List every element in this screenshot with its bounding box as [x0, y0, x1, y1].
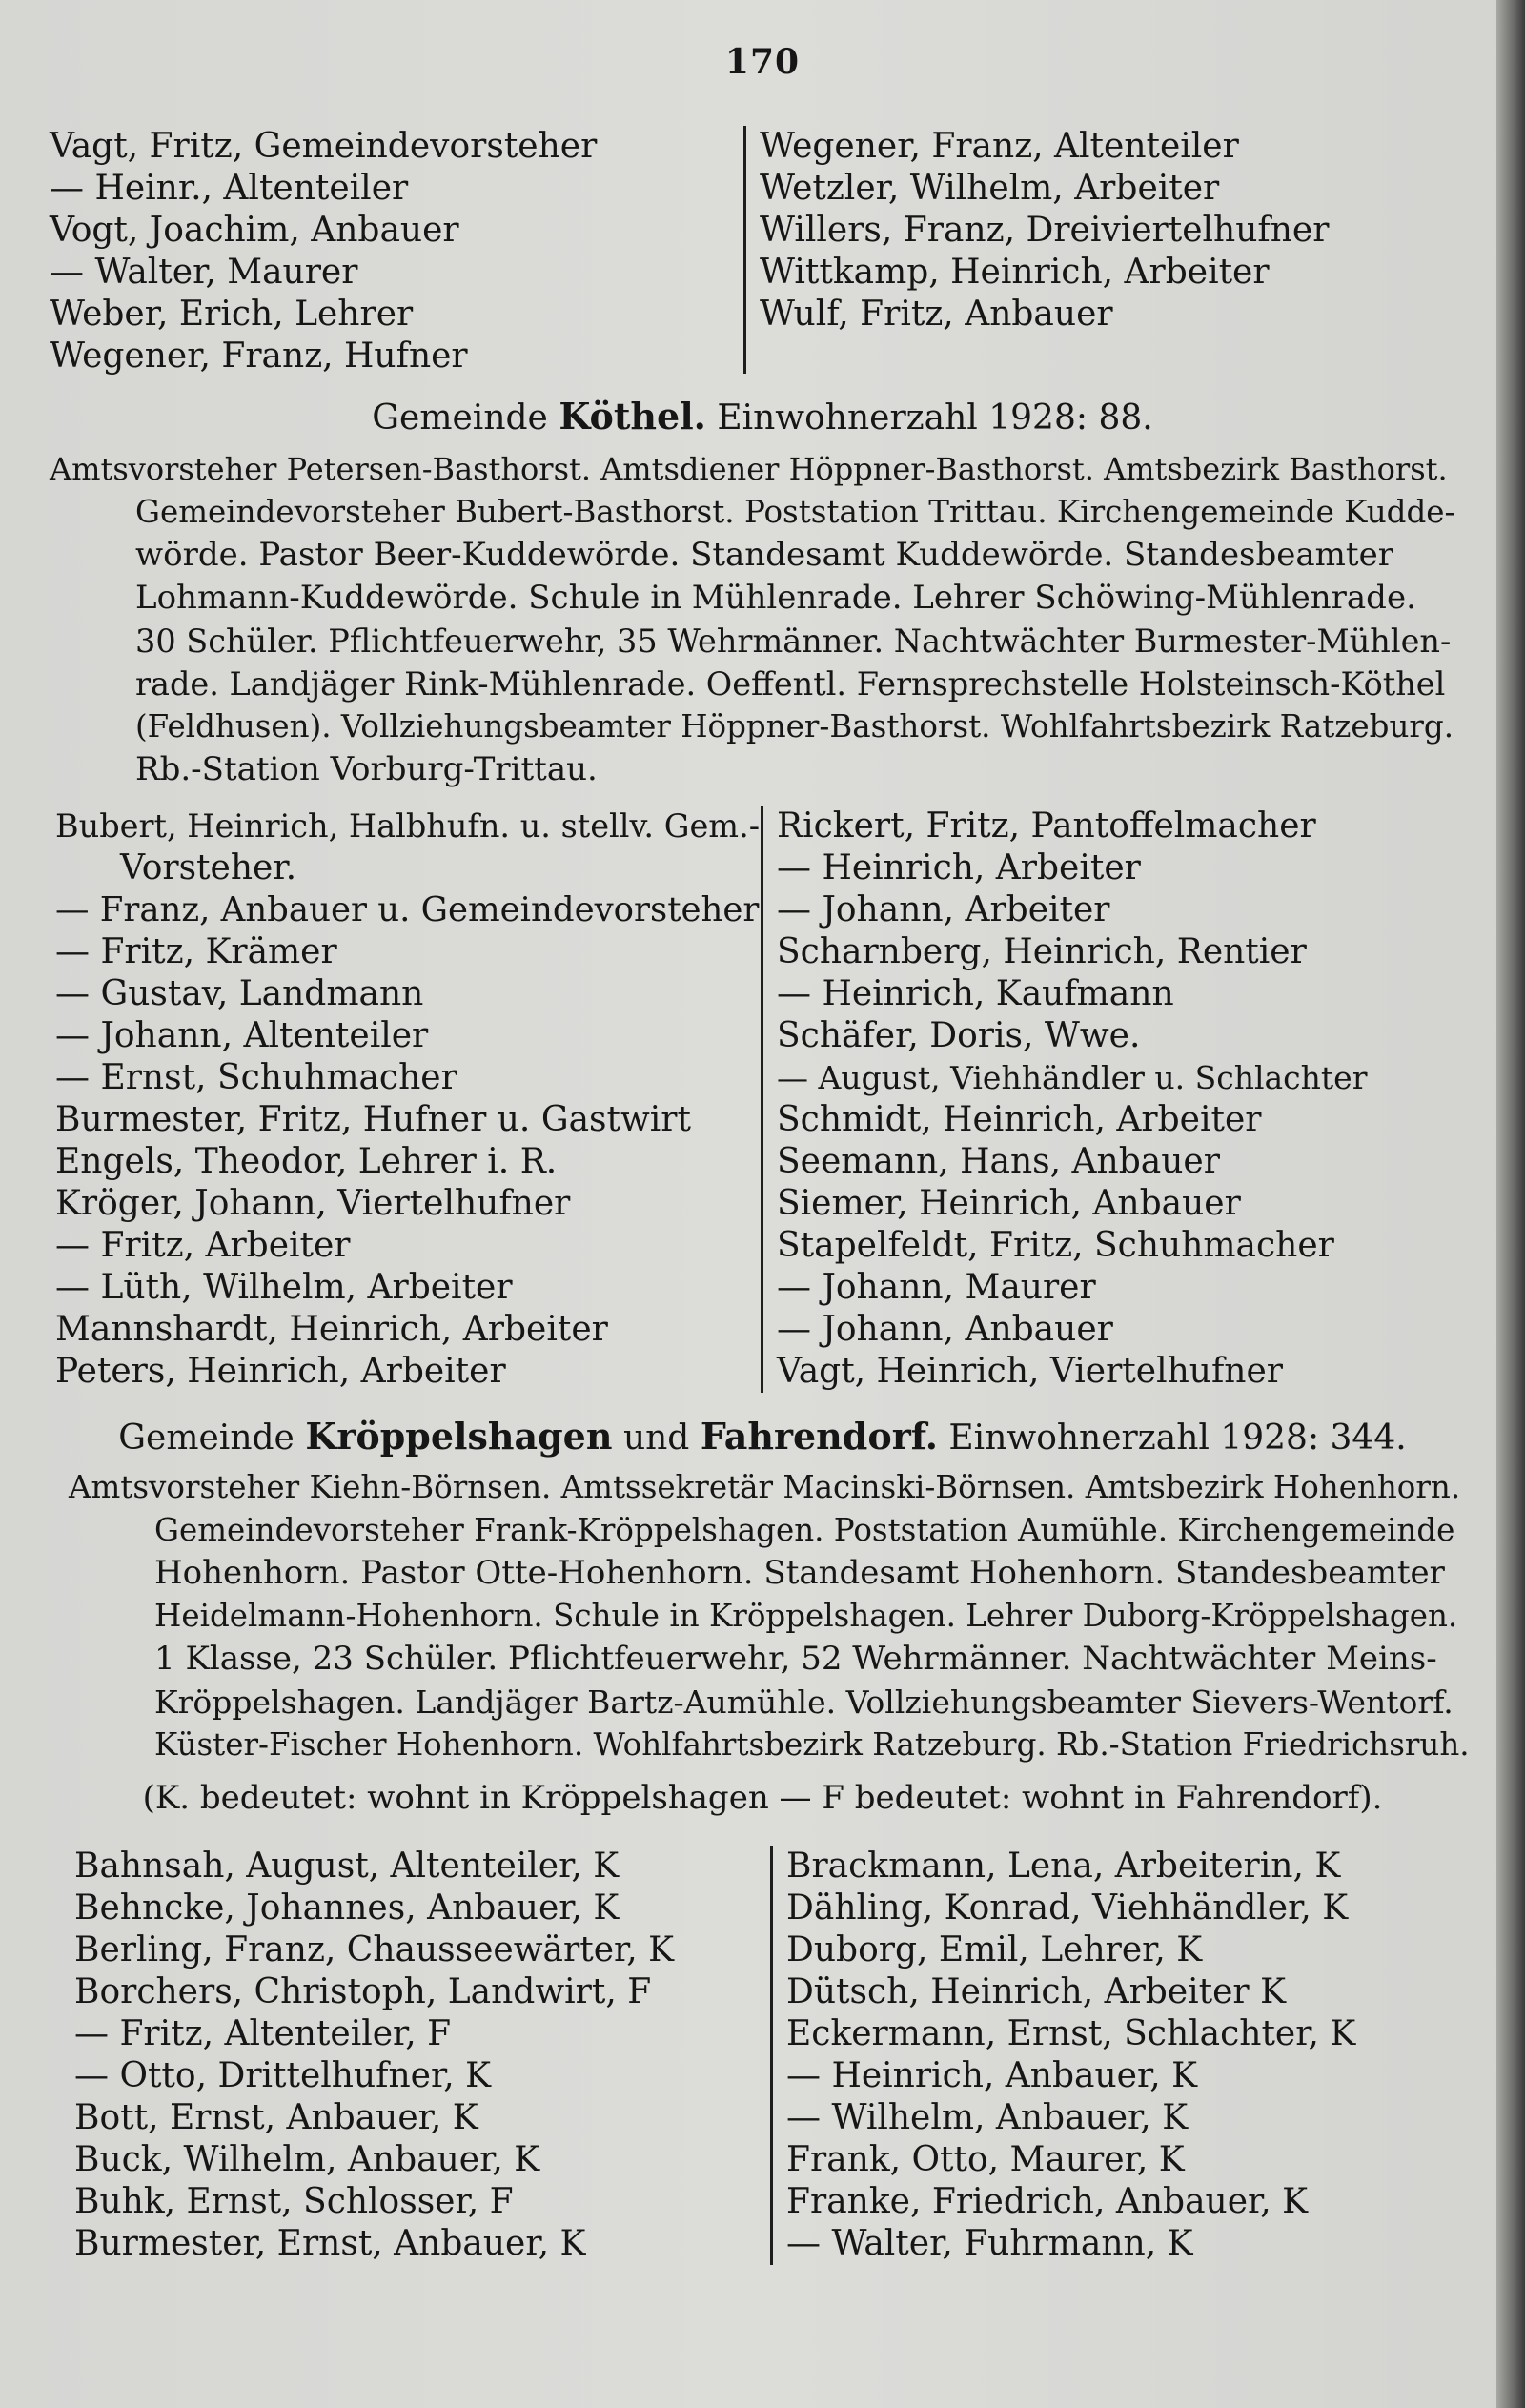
list-entry: — Johann, Anbauer: [777, 1310, 1113, 1349]
info-line: Heidelmann-Hohenhorn. Schule in Kröppelshagen. Lehrer Duborg-Kröppelshagen.: [154, 1598, 1458, 1634]
list-entry: — Fritz, Altenteiler, F: [74, 2014, 452, 2053]
list-entry: — Walter, Maurer: [50, 253, 358, 292]
list-entry: Eckermann, Ernst, Schlachter, K: [786, 2014, 1356, 2053]
municipality-name-1: Kröppelshagen: [305, 1415, 613, 1458]
kroeppelshagen-heading: [0, 1415, 1525, 1458]
list-entry: — Johann, Altenteiler: [55, 1016, 429, 1055]
list-entry: — Fritz, Krämer: [55, 932, 337, 971]
list-entry: Bubert, Heinrich, Halbhufn. u. stellv. Gem.-: [55, 807, 761, 845]
list-entry: Mannshardt, Heinrich, Arbeiter: [55, 1310, 608, 1349]
list-entry: Schmidt, Heinrich, Arbeiter: [777, 1100, 1262, 1139]
kroeppelshagen-left-column: [74, 1846, 770, 2265]
list-entry: Frank, Otto, Maurer, K: [786, 2140, 1185, 2179]
list-entry: Borchers, Christoph, Landwirt, F: [74, 1972, 652, 2011]
kroeppelshagen-info-paragraph: [69, 1466, 1470, 1766]
list-entry: Berling, Franz, Chausseewärter, K: [74, 1930, 675, 1969]
list-entry: Seemann, Hans, Anbauer: [777, 1142, 1220, 1181]
info-line: Gemeindevorsteher Bubert-Basthorst. Poststation Trittau. Kirchengemeinde Kudde-: [135, 494, 1455, 530]
population-info: Einwohnerzahl 1928: 88.: [717, 398, 1153, 438]
list-entry: — Ernst, Schuhmacher: [55, 1058, 458, 1097]
municipality-name-2: Fahrendorf.: [700, 1415, 938, 1458]
info-line: wörde. Pastor Beer-Kuddewörde. Standesamt Kuddewörde. Standesbeamter: [135, 536, 1393, 574]
heading-and: und: [622, 1418, 690, 1458]
list-entry: — Heinrich, Kaufmann: [777, 974, 1174, 1013]
list-entry: — Heinrich, Arbeiter: [777, 848, 1141, 888]
list-entry: — Heinrich, Anbauer, K: [786, 2056, 1198, 2095]
info-line: 30 Schüler. Pflichtfeuerwehr, 35 Wehrmänner. Nachtwächter Burmester-Mühlen-: [135, 622, 1452, 660]
list-entry: — Walter, Fuhrmann, K: [786, 2224, 1193, 2263]
page-number: 170: [724, 42, 801, 82]
list-entry: Rickert, Fritz, Pantoffelmacher: [777, 806, 1316, 846]
list-entry: Wegener, Franz, Hufner: [50, 337, 468, 376]
list-entry: Vogt, Joachim, Anbauer: [50, 211, 459, 250]
list-entry: — Wilhelm, Anbauer, K: [786, 2098, 1189, 2137]
heading-prefix: Gemeinde: [372, 398, 548, 438]
list-entry: Stapelfeldt, Fritz, Schuhmacher: [777, 1226, 1334, 1265]
abbreviation-legend: (K. bedeutet: wohnt in Kröppelshagen — F bedeutet: wohnt in Fahrendorf).: [142, 1779, 1383, 1817]
section1-right-column: [743, 126, 1372, 374]
list-entry: Wittkamp, Heinrich, Arbeiter: [760, 253, 1270, 292]
list-entry: Kröger, Johann, Viertelhufner: [55, 1184, 571, 1223]
list-entry: — Fritz, Arbeiter: [55, 1226, 351, 1265]
list-entry: Vagt, Fritz, Gemeindevorsteher: [50, 127, 598, 166]
list-entry: Wulf, Fritz, Anbauer: [760, 295, 1113, 334]
list-entry: Engels, Theodor, Lehrer i. R.: [55, 1142, 558, 1181]
list-entry: Siemer, Heinrich, Anbauer: [777, 1184, 1241, 1223]
list-entry: — Otto, Drittelhufner, K: [74, 2056, 492, 2095]
info-line: Lohmann-Kuddewörde. Schule in Mühlenrade. Lehrer Schöwing-Mühlenrade.: [135, 579, 1416, 617]
list-entry: Behncke, Johannes, Anbauer, K: [74, 1888, 620, 1928]
list-entry: — Gustav, Landmann: [55, 974, 424, 1013]
population-info: Einwohnerzahl 1928: 344.: [948, 1418, 1407, 1458]
info-line: (Feldhusen). Vollziehungsbeamter Höppner-Basthorst. Wohlfahrtsbezirk Ratzeburg.: [135, 708, 1454, 745]
section1-columns: [50, 126, 1372, 378]
info-line: Amtsvorsteher Kiehn-Börnsen. Amtssekretär Macinski-Börnsen. Amtsbezirk Hohenhorn.: [69, 1469, 1461, 1505]
list-entry: Weber, Erich, Lehrer: [50, 295, 414, 334]
list-entry: Peters, Heinrich, Arbeiter: [55, 1352, 506, 1391]
list-entry: Willers, Franz, Dreiviertelhufner: [760, 211, 1330, 250]
info-line: Küster-Fischer Hohenhorn. Wohlfahrtsbezirk Ratzeburg. Rb.-Station Friedrichsruh.: [154, 1726, 1470, 1763]
list-entry: Buhk, Ernst, Schlosser, F: [74, 2182, 514, 2221]
info-line: Amtsvorsteher Petersen-Basthorst. Amtsdiener Höppner-Basthorst. Amtsbezirk Basthorst.: [50, 451, 1448, 487]
list-entry: Buck, Wilhelm, Anbauer, K: [74, 2140, 540, 2179]
list-entry: Burmester, Fritz, Hufner u. Gastwirt: [55, 1100, 691, 1139]
info-line: rade. Landjäger Rink-Mühlenrade. Oeffentl. Fernsprechstelle Holsteinsch-Köthel: [135, 665, 1446, 703]
list-entry: Franke, Friedrich, Anbauer, K: [786, 2182, 1309, 2221]
info-line: Rb.-Station Vorburg-Trittau.: [135, 750, 598, 788]
koethel-info-paragraph: [50, 448, 1460, 791]
list-entry: Wegener, Franz, Altenteiler: [760, 127, 1239, 166]
list-entry: — Heinr., Altenteiler: [50, 169, 409, 208]
list-entry: — Johann, Arbeiter: [777, 890, 1110, 929]
info-line: Gemeindevorsteher Frank-Kröppelshagen. Poststation Aumühle. Kirchengemeinde: [154, 1512, 1455, 1548]
list-entry: Brackmann, Lena, Arbeiterin, K: [786, 1847, 1341, 1886]
list-entry: Vorsteher.: [120, 848, 297, 888]
section1-left-column: [50, 126, 743, 378]
municipality-name: Köthel.: [559, 395, 706, 438]
page-edge-shadow: [1496, 0, 1525, 2408]
kroeppelshagen-columns: [74, 1846, 1380, 2265]
list-entry: Schäfer, Doris, Wwe.: [777, 1016, 1141, 1055]
list-entry: Dütsch, Heinrich, Arbeiter K: [786, 1972, 1286, 2011]
list-entry: Vagt, Heinrich, Viertelhufner: [777, 1352, 1283, 1391]
list-entry: Wetzler, Wilhelm, Arbeiter: [760, 169, 1220, 208]
list-entry: — August, Viehhändler u. Schlachter: [777, 1059, 1368, 1096]
koethel-columns: [55, 806, 1371, 1393]
kroeppelshagen-right-column: [770, 1846, 1380, 2265]
info-line: Kröppelshagen. Landjäger Bartz-Aumühle. Vollziehungsbeamter Sievers-Wentorf.: [154, 1684, 1454, 1721]
info-line: Hohenhorn. Pastor Otte-Hohenhorn. Standesamt Hohenhorn. Standesbeamter: [154, 1554, 1445, 1592]
list-entry: Scharnberg, Heinrich, Rentier: [777, 932, 1307, 971]
info-line: 1 Klasse, 23 Schüler. Pflichtfeuerwehr, 52 Wehrmänner. Nachtwächter Meins-: [154, 1640, 1437, 1678]
koethel-heading: [0, 395, 1525, 438]
list-entry: — Johann, Maurer: [777, 1268, 1096, 1307]
list-entry: Duborg, Emil, Lehrer, K: [786, 1930, 1203, 1969]
list-entry: Bahnsah, August, Altenteiler, K: [74, 1847, 620, 1886]
list-entry: Dähling, Konrad, Viehhändler, K: [786, 1888, 1349, 1928]
list-entry: Burmester, Ernst, Anbauer, K: [74, 2224, 586, 2263]
koethel-left-column: [55, 806, 761, 1393]
koethel-right-column: [761, 806, 1371, 1393]
list-entry: — Lüth, Wilhelm, Arbeiter: [55, 1268, 513, 1307]
list-entry: Bott, Ernst, Anbauer, K: [74, 2098, 478, 2137]
list-entry: — Franz, Anbauer u. Gemeindevorsteher: [55, 890, 760, 929]
heading-prefix: Gemeinde: [118, 1418, 295, 1458]
